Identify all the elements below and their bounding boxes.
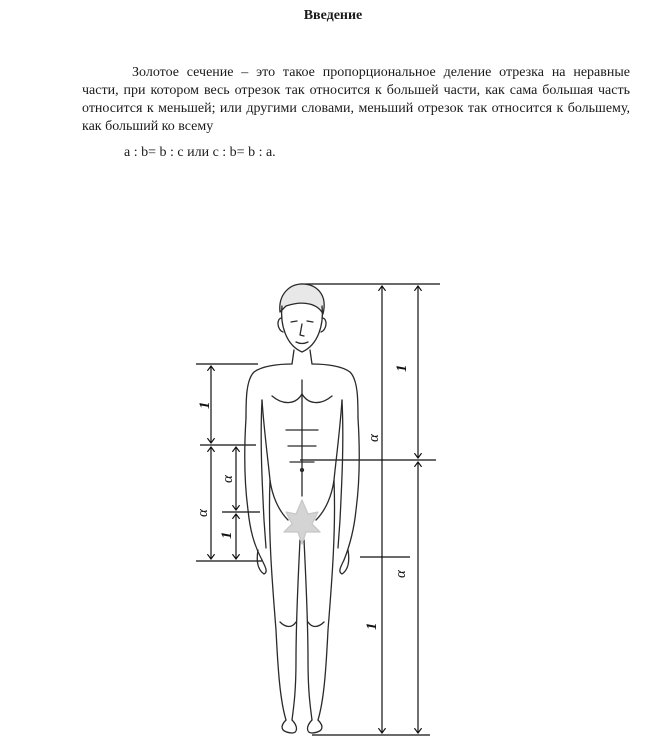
label-alpha-left: α: [195, 509, 211, 517]
page-title: Введение: [303, 8, 363, 23]
paragraph-text: Золотое сечение – это такое пропорциональное деление отрезка на неравные части, при котором весь отрезок так относится к большей части, как сама большая часть относится к меньшей; или другими словами, меньший отрезок так относится к большему, как больший ко всему: [82, 65, 630, 134]
label-alpha-inner: α: [220, 475, 236, 483]
label-alpha-lower-right: α: [393, 570, 409, 578]
proportion-formula: a : b= b : c или c : b= b : a.: [124, 145, 276, 160]
label-one-lower-right: 1: [364, 622, 380, 630]
label-one-inner: 1: [219, 531, 235, 539]
reference-lines: [196, 284, 440, 735]
label-one-shoulder: 1: [197, 401, 213, 409]
label-alpha-right: α: [366, 434, 382, 442]
human-figure: [245, 284, 360, 733]
dimension-lines: [211, 286, 418, 733]
label-one-upper-right: 1: [394, 364, 410, 372]
